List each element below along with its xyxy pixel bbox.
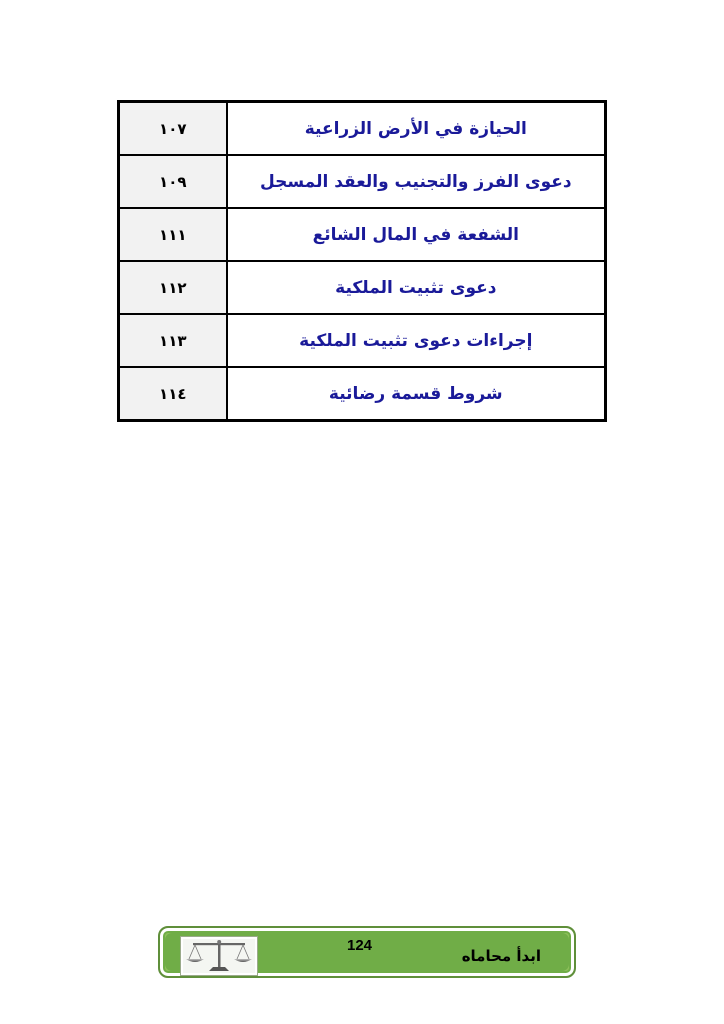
toc-entry-title: شروط قسمة رضائية (227, 367, 606, 421)
table-row (119, 155, 606, 208)
toc-page-number: ١١٤ (119, 367, 227, 421)
table-row (119, 261, 606, 314)
toc-entry-title: الحيازة في الأرض الزراعية (227, 102, 606, 156)
table-row (119, 367, 606, 421)
toc-entry-title: دعوى تثبيت الملكية (227, 261, 606, 314)
toc-entry-title: الشفعة في المال الشائع (227, 208, 606, 261)
footer-title: ابدأ محاماه (461, 947, 541, 965)
toc-entry-title: دعوى الفرز والتجنيب والعقد المسجل (227, 155, 606, 208)
toc-page-number: ١١١ (119, 208, 227, 261)
toc-page-number: ١١٣ (119, 314, 227, 367)
scales-of-justice-icon (180, 936, 258, 976)
toc-entry-title: إجراءات دعوى تثبيت الملكية (227, 314, 606, 367)
page-footer (158, 926, 576, 978)
footer-panel (165, 933, 569, 971)
footer-page-number: 124 (347, 937, 373, 954)
table-row (119, 102, 606, 156)
toc-page-number: ١٠٩ (119, 155, 227, 208)
toc-page-number: ١٠٧ (119, 102, 227, 156)
table-of-contents (117, 100, 607, 422)
toc-page-number: ١١٢ (119, 261, 227, 314)
table-row (119, 208, 606, 261)
table-row (119, 314, 606, 367)
